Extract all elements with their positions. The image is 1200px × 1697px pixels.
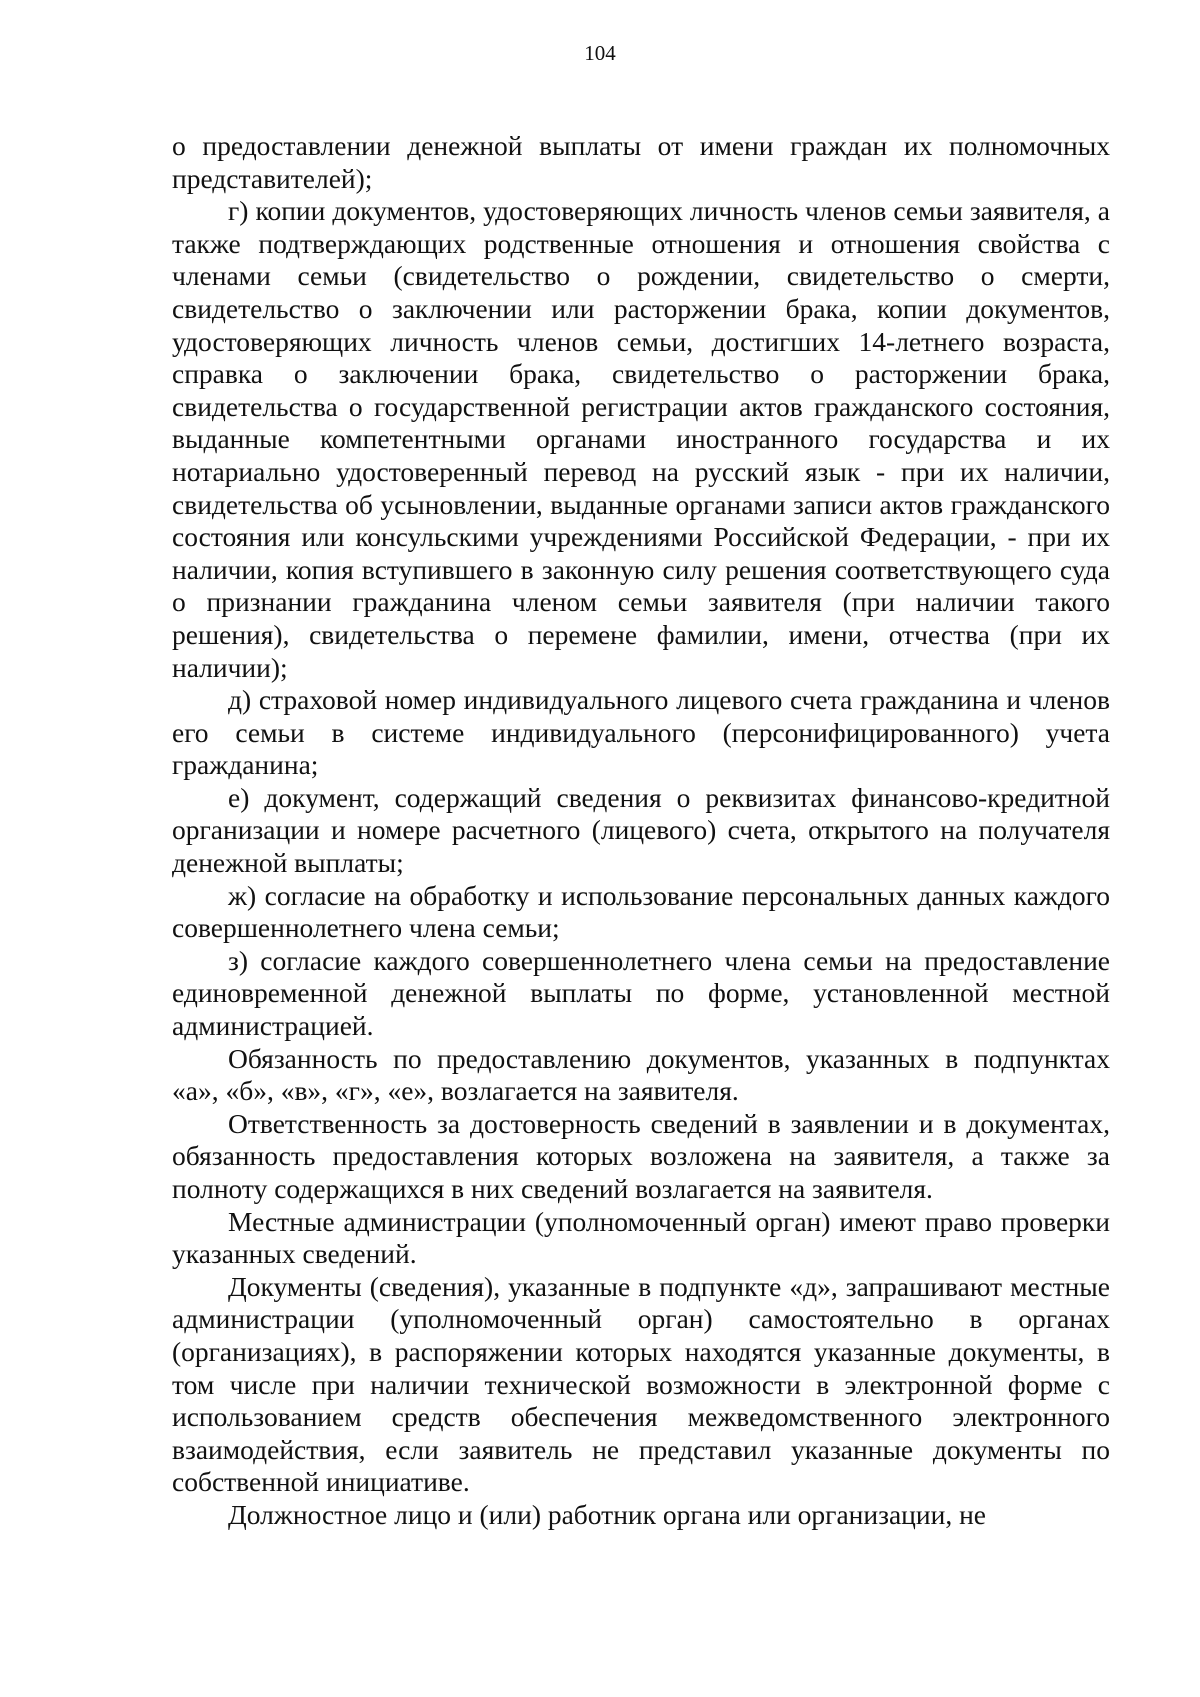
paragraph-item-zh: ж) согласие на обработку и использование персональных данных каждого совершеннолетнего члена семьи;	[172, 879, 1110, 944]
document-body	[172, 130, 1110, 1532]
paragraph-item-g: г) копии документов, удостоверяющих личность членов семьи заявителя, а также подтверждающих родственные отношения и отношения свойства с членами семьи (свидетельство о рождении, свидетельство о смерти, свидетельство о заключении или расторжении брака, копии документов, удостоверяющих личность членов семьи, достигших 14-летнего возраста, справка о заключении брака, свидетельство о расторжении брака, свидетельства о государственной регистрации актов гражданского состояния, выданные компетентными органами иностранного государства и их нотариально удостоверенный перевод на русский язык - при их наличии, свидетельства об усыновлении, выданные органами записи актов гражданского состояния или консульскими учреждениями Российской Федерации, - при их наличии, копия вступившего в законную силу решения соответствующего суда о признании гражданина членом семьи заявителя (при наличии такого решения), свидетельства о перемене фамилии, имени, отчества (при их наличии);	[172, 195, 1110, 683]
paragraph-official: Должностное лицо и (или) работник органа или организации, не	[228, 1498, 986, 1530]
paragraph-continuation: о предоставлении денежной выплаты от имени граждан их полномочных представителей);	[172, 130, 1110, 194]
paragraph-interagency-request: Документы (сведения), указанные в подпункте «д», запрашивают местные администрации (уполномоченный орган) самостоятельно в органах (организациях), в распоряжении которых находятся указанные документы, в том числе при наличии технической возможности в электронной форме с использованием средств обеспечения межведомственного электронного взаимодействия, если заявитель не представил указанные документы по собственной инициативе.	[172, 1270, 1110, 1498]
paragraph-verification: Местные администрации (уполномоченный орган) имеют право проверки указанных сведений.	[172, 1205, 1110, 1270]
paragraph-item-z: з) согласие каждого совершеннолетнего члена семьи на предоставление единовременной денежной выплаты по форме, установленной местной администрацией.	[172, 944, 1110, 1042]
paragraph-responsibility: Ответственность за достоверность сведений в заявлении и в документах, обязанность предоставления которых возложена на заявителя, а также за полноту содержащихся в них сведений возлагается на заявителя.	[172, 1107, 1110, 1204]
paragraph-obligation: Обязанность по предоставлению документов, указанных в подпунктах «а», «б», «в», «г», «е», возлагается на заявителя.	[172, 1042, 1110, 1107]
paragraph-item-d: д) страховой номер индивидуального лицевого счета гражданина и членов его семьи в системе индивидуального (персонифицированного) учета гражданина;	[172, 684, 1110, 781]
paragraph-item-e: е) документ, содержащий сведения о реквизитах финансово-кредитной организации и номере расчетного (лицевого) счета, открытого на получателя денежной выплаты;	[172, 781, 1110, 879]
page-number: 104	[584, 41, 616, 65]
